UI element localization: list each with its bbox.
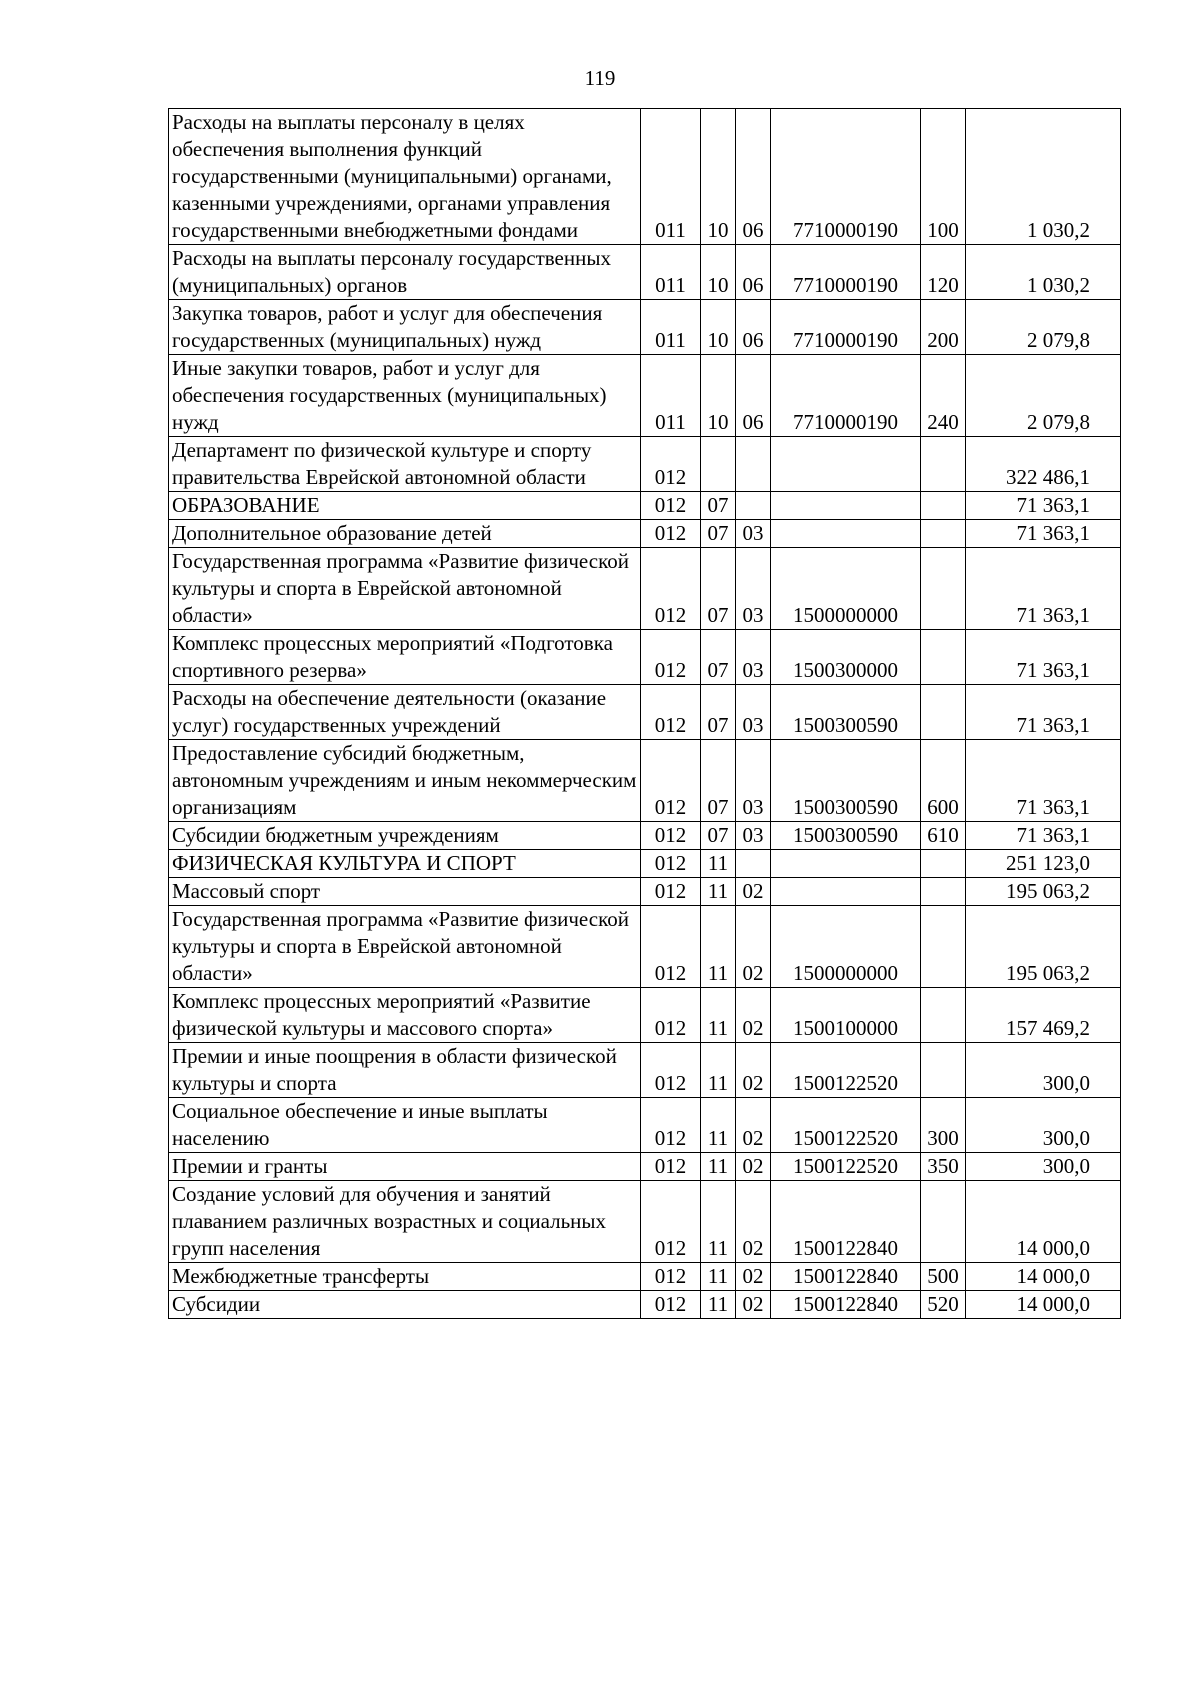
table-row [169, 1181, 1121, 1263]
row-sum-cell: 195 063,2 [966, 906, 1121, 988]
row-name-cell: Комплекс процессных мероприятий «Развитие физической культуры и массового спорта» [169, 988, 641, 1043]
row-rz-cell: 10 [701, 355, 736, 437]
row-pr-cell: 02 [736, 1181, 771, 1263]
row-vr-cell: 100 [921, 109, 966, 245]
table-row [169, 1098, 1121, 1153]
row-name-cell: ФИЗИЧЕСКАЯ КУЛЬТУРА И СПОРТ [169, 850, 641, 878]
row-name-cell: Субсидии [169, 1291, 641, 1319]
row-pr-cell: 02 [736, 1291, 771, 1319]
table-row [169, 630, 1121, 685]
row-pr-cell [736, 850, 771, 878]
row-rz-cell: 07 [701, 822, 736, 850]
row-sum-cell: 71 363,1 [966, 685, 1121, 740]
row-csr-cell: 1500300590 [771, 685, 921, 740]
row-csr-cell [771, 520, 921, 548]
row-name-cell: Комплекс процессных мероприятий «Подготовка спортивного резерва» [169, 630, 641, 685]
row-ved-cell: 012 [641, 685, 701, 740]
row-csr-cell: 1500122520 [771, 1043, 921, 1098]
row-ved-cell: 012 [641, 878, 701, 906]
row-rz-cell: 11 [701, 850, 736, 878]
row-ved-cell: 012 [641, 740, 701, 822]
row-ved-cell: 012 [641, 1263, 701, 1291]
row-csr-cell: 7710000190 [771, 300, 921, 355]
row-ved-cell: 012 [641, 822, 701, 850]
row-csr-cell [771, 878, 921, 906]
row-csr-cell: 1500300000 [771, 630, 921, 685]
row-name-cell: Иные закупки товаров, работ и услуг для обеспечения государственных (муниципальных) нужд [169, 355, 641, 437]
row-rz-cell: 07 [701, 685, 736, 740]
row-pr-cell: 03 [736, 685, 771, 740]
table-row [169, 1153, 1121, 1181]
row-vr-cell: 500 [921, 1263, 966, 1291]
row-ved-cell: 012 [641, 437, 701, 492]
row-pr-cell: 03 [736, 548, 771, 630]
row-pr-cell: 02 [736, 878, 771, 906]
row-sum-cell: 71 363,1 [966, 492, 1121, 520]
row-sum-cell: 14 000,0 [966, 1181, 1121, 1263]
budget-table [168, 108, 1121, 1319]
table-row [169, 355, 1121, 437]
row-pr-cell: 03 [736, 822, 771, 850]
row-sum-cell: 2 079,8 [966, 355, 1121, 437]
row-vr-cell: 200 [921, 300, 966, 355]
row-sum-cell: 1 030,2 [966, 245, 1121, 300]
row-name-cell: Расходы на обеспечение деятельности (оказание услуг) государственных учреждений [169, 685, 641, 740]
row-vr-cell: 520 [921, 1291, 966, 1319]
row-rz-cell: 11 [701, 1263, 736, 1291]
row-rz-cell: 07 [701, 740, 736, 822]
row-name-cell: Премии и гранты [169, 1153, 641, 1181]
row-ved-cell: 012 [641, 1043, 701, 1098]
row-vr-cell [921, 685, 966, 740]
table-row [169, 988, 1121, 1043]
table-row [169, 492, 1121, 520]
row-name-cell: Закупка товаров, работ и услуг для обеспечения государственных (муниципальных) нужд [169, 300, 641, 355]
row-vr-cell [921, 548, 966, 630]
row-rz-cell: 07 [701, 492, 736, 520]
row-sum-cell: 2 079,8 [966, 300, 1121, 355]
row-vr-cell [921, 906, 966, 988]
row-ved-cell: 012 [641, 1098, 701, 1153]
row-ved-cell: 012 [641, 850, 701, 878]
row-sum-cell: 71 363,1 [966, 822, 1121, 850]
row-name-cell: Государственная программа «Развитие физической культуры и спорта в Еврейской автономной области» [169, 548, 641, 630]
row-sum-cell: 300,0 [966, 1153, 1121, 1181]
row-pr-cell: 06 [736, 300, 771, 355]
row-vr-cell [921, 1043, 966, 1098]
row-rz-cell: 07 [701, 548, 736, 630]
table-row [169, 520, 1121, 548]
row-rz-cell: 11 [701, 1291, 736, 1319]
row-csr-cell: 1500000000 [771, 906, 921, 988]
row-vr-cell: 350 [921, 1153, 966, 1181]
row-name-cell: Создание условий для обучения и занятий плаванием различных возрастных и социальных групп населения [169, 1181, 641, 1263]
row-name-cell: Межбюджетные трансферты [169, 1263, 641, 1291]
row-sum-cell: 300,0 [966, 1098, 1121, 1153]
row-ved-cell: 012 [641, 630, 701, 685]
row-name-cell: Департамент по физической культуре и спорту правительства Еврейской автономной области [169, 437, 641, 492]
row-csr-cell [771, 492, 921, 520]
row-ved-cell: 012 [641, 1181, 701, 1263]
row-rz-cell: 11 [701, 1043, 736, 1098]
row-name-cell: Социальное обеспечение и иные выплаты населению [169, 1098, 641, 1153]
row-csr-cell: 7710000190 [771, 245, 921, 300]
row-name-cell: Предоставление субсидий бюджетным, автономным учреждениям и иным некоммерческим организациям [169, 740, 641, 822]
row-vr-cell [921, 850, 966, 878]
row-sum-cell: 71 363,1 [966, 740, 1121, 822]
table-row [169, 548, 1121, 630]
row-name-cell: Дополнительное образование детей [169, 520, 641, 548]
row-sum-cell: 1 030,2 [966, 109, 1121, 245]
row-csr-cell: 1500100000 [771, 988, 921, 1043]
row-name-cell: Расходы на выплаты персоналу государственных (муниципальных) органов [169, 245, 641, 300]
row-csr-cell [771, 850, 921, 878]
row-vr-cell: 610 [921, 822, 966, 850]
row-ved-cell: 011 [641, 245, 701, 300]
row-pr-cell: 06 [736, 109, 771, 245]
row-pr-cell: 06 [736, 245, 771, 300]
table-row [169, 1263, 1121, 1291]
row-vr-cell [921, 630, 966, 685]
row-csr-cell: 1500122840 [771, 1181, 921, 1263]
row-pr-cell: 02 [736, 1098, 771, 1153]
table-row [169, 437, 1121, 492]
row-pr-cell: 02 [736, 906, 771, 988]
row-pr-cell [736, 437, 771, 492]
row-vr-cell [921, 492, 966, 520]
row-pr-cell: 02 [736, 988, 771, 1043]
row-ved-cell: 012 [641, 906, 701, 988]
row-csr-cell: 1500122520 [771, 1153, 921, 1181]
row-rz-cell: 10 [701, 245, 736, 300]
table-row [169, 1043, 1121, 1098]
row-vr-cell: 600 [921, 740, 966, 822]
row-csr-cell: 1500300590 [771, 740, 921, 822]
page-number: 119 [584, 66, 616, 90]
row-pr-cell [736, 492, 771, 520]
table-row [169, 109, 1121, 245]
table-row [169, 906, 1121, 988]
table-row [169, 1291, 1121, 1319]
row-rz-cell: 07 [701, 520, 736, 548]
row-sum-cell: 71 363,1 [966, 548, 1121, 630]
row-vr-cell: 300 [921, 1098, 966, 1153]
row-ved-cell: 012 [641, 1153, 701, 1181]
row-ved-cell: 012 [641, 492, 701, 520]
row-sum-cell: 14 000,0 [966, 1291, 1121, 1319]
table-row [169, 878, 1121, 906]
row-sum-cell: 251 123,0 [966, 850, 1121, 878]
row-csr-cell: 1500000000 [771, 548, 921, 630]
row-ved-cell: 011 [641, 355, 701, 437]
row-rz-cell: 10 [701, 109, 736, 245]
row-sum-cell: 14 000,0 [966, 1263, 1121, 1291]
row-ved-cell: 012 [641, 548, 701, 630]
row-pr-cell: 06 [736, 355, 771, 437]
row-name-cell: Субсидии бюджетным учреждениям [169, 822, 641, 850]
row-csr-cell: 1500122520 [771, 1098, 921, 1153]
table-row [169, 245, 1121, 300]
row-rz-cell: 11 [701, 1181, 736, 1263]
row-rz-cell: 11 [701, 1098, 736, 1153]
row-sum-cell: 300,0 [966, 1043, 1121, 1098]
row-rz-cell [701, 437, 736, 492]
table-row [169, 300, 1121, 355]
row-csr-cell: 7710000190 [771, 355, 921, 437]
row-ved-cell: 011 [641, 300, 701, 355]
row-rz-cell: 11 [701, 906, 736, 988]
row-vr-cell [921, 1181, 966, 1263]
row-rz-cell: 07 [701, 630, 736, 685]
table-row [169, 740, 1121, 822]
row-pr-cell: 03 [736, 630, 771, 685]
row-sum-cell: 71 363,1 [966, 520, 1121, 548]
row-csr-cell [771, 437, 921, 492]
row-name-cell: Массовый спорт [169, 878, 641, 906]
row-vr-cell [921, 878, 966, 906]
row-ved-cell: 012 [641, 1291, 701, 1319]
row-rz-cell: 10 [701, 300, 736, 355]
row-sum-cell: 71 363,1 [966, 630, 1121, 685]
row-sum-cell: 195 063,2 [966, 878, 1121, 906]
row-rz-cell: 11 [701, 878, 736, 906]
row-vr-cell [921, 988, 966, 1043]
row-pr-cell: 02 [736, 1263, 771, 1291]
row-vr-cell [921, 437, 966, 492]
table-row [169, 850, 1121, 878]
row-csr-cell: 7710000190 [771, 109, 921, 245]
row-pr-cell: 02 [736, 1153, 771, 1181]
row-csr-cell: 1500122840 [771, 1291, 921, 1319]
row-rz-cell: 11 [701, 1153, 736, 1181]
row-vr-cell: 120 [921, 245, 966, 300]
row-vr-cell [921, 520, 966, 548]
row-name-cell: Расходы на выплаты персоналу в целях обеспечения выполнения функций государственными (муниципальными) органами, казенными учреждениями, органами управления государственными внебюджетными фондами [169, 109, 641, 245]
row-rz-cell: 11 [701, 988, 736, 1043]
row-ved-cell: 012 [641, 520, 701, 548]
table-row [169, 685, 1121, 740]
row-sum-cell: 157 469,2 [966, 988, 1121, 1043]
row-pr-cell: 03 [736, 740, 771, 822]
row-name-cell: Премии и иные поощрения в области физической культуры и спорта [169, 1043, 641, 1098]
budget-table-body [169, 109, 1121, 1319]
row-vr-cell: 240 [921, 355, 966, 437]
row-csr-cell: 1500122840 [771, 1263, 921, 1291]
row-pr-cell: 03 [736, 520, 771, 548]
row-name-cell: Государственная программа «Развитие физической культуры и спорта в Еврейской автономной области» [169, 906, 641, 988]
row-ved-cell: 012 [641, 988, 701, 1043]
table-row [169, 822, 1121, 850]
row-name-cell: ОБРАЗОВАНИЕ [169, 492, 641, 520]
row-sum-cell: 322 486,1 [966, 437, 1121, 492]
row-pr-cell: 02 [736, 1043, 771, 1098]
row-ved-cell: 011 [641, 109, 701, 245]
row-csr-cell: 1500300590 [771, 822, 921, 850]
